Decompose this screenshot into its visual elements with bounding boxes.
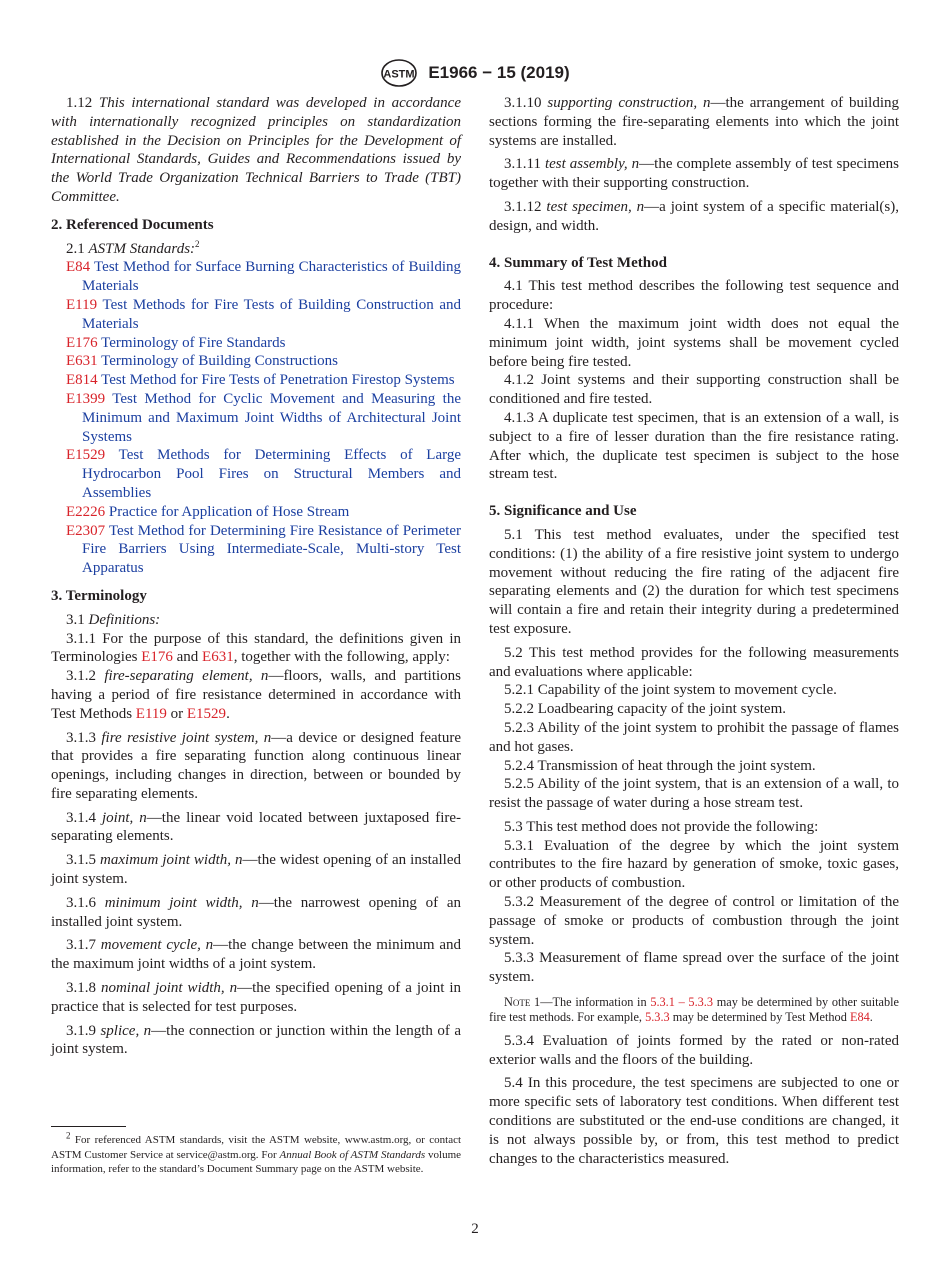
paragraph-4-1-1: 4.1.1 When the maximum joint width does not equal the minimum joint width, joint systems shall be movement cycled before being fire tested. (489, 315, 899, 370)
paragraph-2-1: 2.1 ASTM Standards:$^2$ (66, 238, 200, 257)
ref-item[interactable]: E631 Terminology of Building Constructions (66, 353, 339, 370)
paragraph-4-1-2: 4.1.2 Joint systems and their supporting construction shall be conditioned and fire tested. (489, 372, 899, 408)
referenced-documents-list (51, 258, 461, 578)
definition-3-1-3: 3.1.3 fire resistive joint system, n—a device or designed feature that provides a fire separating function along continuous linear openings, including changes in direction, between or bounded by fire separating elements. (51, 729, 462, 802)
paragraph-3-1-1: 3.1.1 For the purpose of this standard, the definitions given in Terminologies E176 and E631, together with the following, apply: (51, 630, 461, 666)
definition-3-1-8: 3.1.8 nominal joint width, n—the specified opening of a joint in practice that is selected for test purposes. (51, 980, 462, 1015)
paragraph-5-2-3: 5.2.3 Ability of the joint system to prohibit the passage of flames and hot gases. (489, 719, 899, 755)
paragraph-5-1: 5.1 This test method evaluates, under the specified test conditions: (1) the ability of a fire resistive joint system to undergo movement without reducing the fire rating of the adjacent fire separating elements and (2) the duration for which test specimens will contain a fire and retain their integrity during a predetermined test exposure. (489, 526, 899, 637)
section-3-heading: 3. Terminology (51, 587, 147, 604)
ref-link-e631[interactable]: E631 (202, 649, 234, 666)
ref-link-e119[interactable]: E119 (135, 705, 167, 722)
paragraph-1-12: 1.12 This international standard was developed in accordance with internationally recognized principles on standardization established in the Decision on Principles for the Development of International Standards, Guides and Recommendations issued by the World Trade Organization Technical Barriers to Trade (TBT) Committee. (51, 95, 462, 205)
astm-logo-icon (380, 58, 418, 88)
paragraph-4-1: 4.1 This test method describes the following test sequence and procedure: (489, 278, 899, 314)
section-4-heading: 4. Summary of Test Method (489, 254, 667, 271)
ref-item[interactable]: E119 Test Methods for Fire Tests of Building Construction and Materials (66, 296, 462, 332)
page-number: 2 (471, 1221, 479, 1237)
ref-link-e84[interactable]: E84 (849, 1010, 870, 1025)
paragraph-5-3-2: 5.3.2 Measurement of the degree of control or limitation of the passage of smoke or products of combustion through the joint system. (489, 894, 899, 948)
paragraph-5-2-5: 5.2.5 Ability of the joint system, that is an extension of a wall, to resist the passage of water during a hose stream test. (489, 776, 899, 812)
footnote-2: $^2$ For referenced ASTM standards, visit the ASTM website, www.astm.org, or contact ASTM Customer Service at service@astm.org. For Annual Book of ASTM Standards volume information, refer to the standard’s Document Summary page on the ASTM website. (51, 1130, 462, 1175)
ref-item[interactable]: E2307 Test Method for Determining Fire Resistance of Perimeter Fire Barriers Using Intermediate-Scale, Multi-story Test Apparatus (66, 522, 461, 577)
ref-link-5-3-3[interactable]: 5.3.3 (645, 1010, 670, 1025)
section-2-heading: 2. Referenced Documents (51, 216, 214, 233)
definition-3-1-6: 3.1.6 minimum joint width, n—the narrowest opening of an installed joint system. (51, 894, 461, 930)
note-1: Note 1—The information in 5.3.1 – 5.3.3 may be determined by other suitable fire test methods. For example, 5.3.3 may be determined by Test Method E84. (489, 995, 900, 1025)
definition-3-1-11: 3.1.11 test assembly, n—the complete assembly of test specimens together with their supporting construction. (489, 156, 900, 192)
ref-link-5-3-1-5-3-3[interactable]: 5.3.1 – 5.3.3 (650, 995, 714, 1010)
definition-3-1-4: 3.1.4 joint, n—the linear void located between juxtaposed fire-separating elements. (51, 809, 462, 845)
definition-3-1-7: 3.1.7 movement cycle, n—the change between the minimum and the maximum joint widths of a joint system. (51, 937, 462, 973)
paragraph-5-3-4: 5.3.4 Evaluation of joints formed by the rated or non-rated exterior walls and the floors of the building. (489, 1032, 899, 1068)
svg-text:ASTM: ASTM (383, 68, 415, 81)
page-header (0, 58, 950, 88)
ref-item[interactable]: E1399 Test Method for Cyclic Movement and Measuring the Minimum and Maximum Joint Widths of Architectural Joint Systems (66, 390, 461, 445)
definition-3-1-10: 3.1.10 supporting construction, n—the arrangement of building sections forming the fire-separating elements into which the joint systems are installed. (489, 95, 900, 149)
footnote-divider (51, 1126, 126, 1127)
paragraph-4-1-3: 4.1.3 A duplicate test specimen, that is an extension of a wall, is subject to a fire of lesser duration than the fire resistance rating. After which, the duplicate test specimen is subject to the hose stream test. (489, 409, 899, 483)
left-column (51, 94, 461, 1059)
ref-link-e176[interactable]: E176 (141, 649, 173, 666)
ref-item[interactable]: E84 Test Method for Surface Burning Characteristics of Building Materials (66, 259, 461, 295)
paragraph-3-1: 3.1 Definitions: (66, 611, 161, 628)
ref-item[interactable]: E176 Terminology of Fire Standards (66, 334, 286, 351)
paragraph-5-2-2: 5.2.2 Loadbearing capacity of the joint system. (504, 701, 787, 718)
right-column (489, 94, 899, 1168)
paragraph-5-4: 5.4 In this procedure, the test specimens are subjected to one or more specific sets of laboratory test conditions. When different test conditions are substituted or the end-use conditions are changed, it is not always possible by, or from, this test method to predict changes to the characteristics measured. (489, 1075, 900, 1167)
paragraph-5-2-4: 5.2.4 Transmission of heat through the joint system. (504, 757, 816, 774)
paragraph-5-3-1: 5.3.1 Evaluation of the degree by which the joint system contributes to the fire hazard by generation of smoke, toxic gases, or other products of combustion. (489, 837, 900, 892)
ref-item[interactable]: E2226 Practice for Application of Hose Stream (66, 503, 350, 520)
paragraph-5-2: 5.2 This test method provides for the following measurements and evaluations where applicable: (489, 644, 899, 680)
paragraph-5-2-1: 5.2.1 Capability of the joint system to movement cycle. (504, 682, 837, 699)
document-designation: E1966 − 15 (2019) (428, 63, 570, 82)
paragraph-3-1-2: 3.1.2 fire-separating element, n—floors, walls, and partitions having a period of fire resistance determined in accordance with Test Methods E119 or E1529. (51, 668, 462, 722)
ref-item[interactable]: E814 Test Method for Fire Tests of Penetration Firestop Systems (66, 372, 455, 389)
ref-item[interactable]: E1529 Test Methods for Determining Effects of Large Hydrocarbon Pool Fires on Structural Members and Assemblies (66, 447, 462, 501)
paragraph-5-3: 5.3 This test method does not provide the following: (504, 818, 819, 835)
definition-3-1-12: 3.1.12 test specimen, n—a joint system of a specific material(s), design, and width. (489, 198, 900, 234)
paragraph-5-3-3: 5.3.3 Measurement of flame spread over the surface of the joint system. (489, 950, 900, 986)
section-5-heading: 5. Significance and Use (489, 503, 637, 520)
ref-link-e1529[interactable]: E1529 (186, 705, 227, 722)
definition-3-1-5: 3.1.5 maximum joint width, n—the widest opening of an installed joint system. (51, 852, 461, 888)
definition-3-1-9: 3.1.9 splice, n—the connection or junction within the length of a joint system. (51, 1022, 461, 1058)
